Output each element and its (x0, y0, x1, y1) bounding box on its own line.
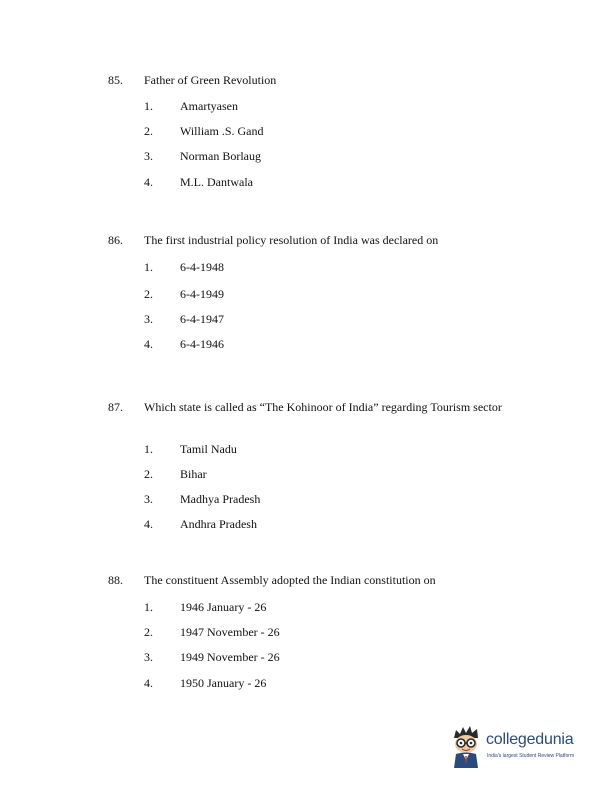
option-number: 2. (144, 287, 153, 301)
option-text: 6-4-1947 (180, 312, 224, 326)
logo-tagline: India's largest Student Review Platform (487, 753, 575, 759)
mascot-icon (448, 724, 484, 770)
question-number: 87. (108, 400, 123, 414)
option-number: 1. (144, 600, 153, 614)
option-number: 4. (144, 517, 153, 531)
option-number: 1. (144, 99, 153, 113)
question-number: 88. (108, 573, 123, 587)
option-number: 4. (144, 175, 153, 189)
collegedunia-logo (448, 722, 608, 772)
question-number: 85. (108, 73, 123, 87)
option-text: Amartyasen (180, 99, 238, 113)
option-text: Tamil Nadu (180, 442, 237, 456)
option-number: 2. (144, 625, 153, 639)
option-number: 3. (144, 312, 153, 326)
question-text: The constituent Assembly adopted the Indian constitution on (144, 573, 436, 587)
option-number: 1. (144, 260, 153, 274)
option-text: Norman Borlaug (180, 149, 261, 163)
option-text: 6-4-1946 (180, 337, 224, 351)
option-number: 2. (144, 124, 153, 138)
option-text: M.L. Dantwala (180, 175, 253, 189)
option-text: 6-4-1949 (180, 287, 224, 301)
option-text: 1946 January - 26 (180, 600, 267, 614)
option-number: 4. (144, 337, 153, 351)
option-text: 6-4-1948 (180, 260, 224, 274)
option-number: 1. (144, 442, 153, 456)
question-text: Which state is called as “The Kohinoor of India” regarding Tourism sector (144, 400, 502, 414)
option-number: 3. (144, 492, 153, 506)
option-number: 2. (144, 467, 153, 481)
option-text: Madhya Pradesh (180, 492, 261, 506)
option-text: William .S. Gand (180, 124, 264, 138)
option-text: 1950 January - 26 (180, 676, 267, 690)
question-number: 86. (108, 233, 123, 247)
option-number: 4. (144, 676, 153, 690)
option-number: 3. (144, 149, 153, 163)
logo-wordmark: collegedunia (486, 731, 574, 748)
option-text: 1947 November - 26 (180, 625, 280, 639)
question-text: Father of Green Revolution (144, 73, 277, 87)
option-text: 1949 November - 26 (180, 650, 280, 664)
option-text: Andhra Pradesh (180, 517, 257, 531)
option-text: Bihar (180, 467, 207, 481)
option-number: 3. (144, 650, 153, 664)
question-text: The first industrial policy resolution of India was declared on (144, 233, 439, 247)
